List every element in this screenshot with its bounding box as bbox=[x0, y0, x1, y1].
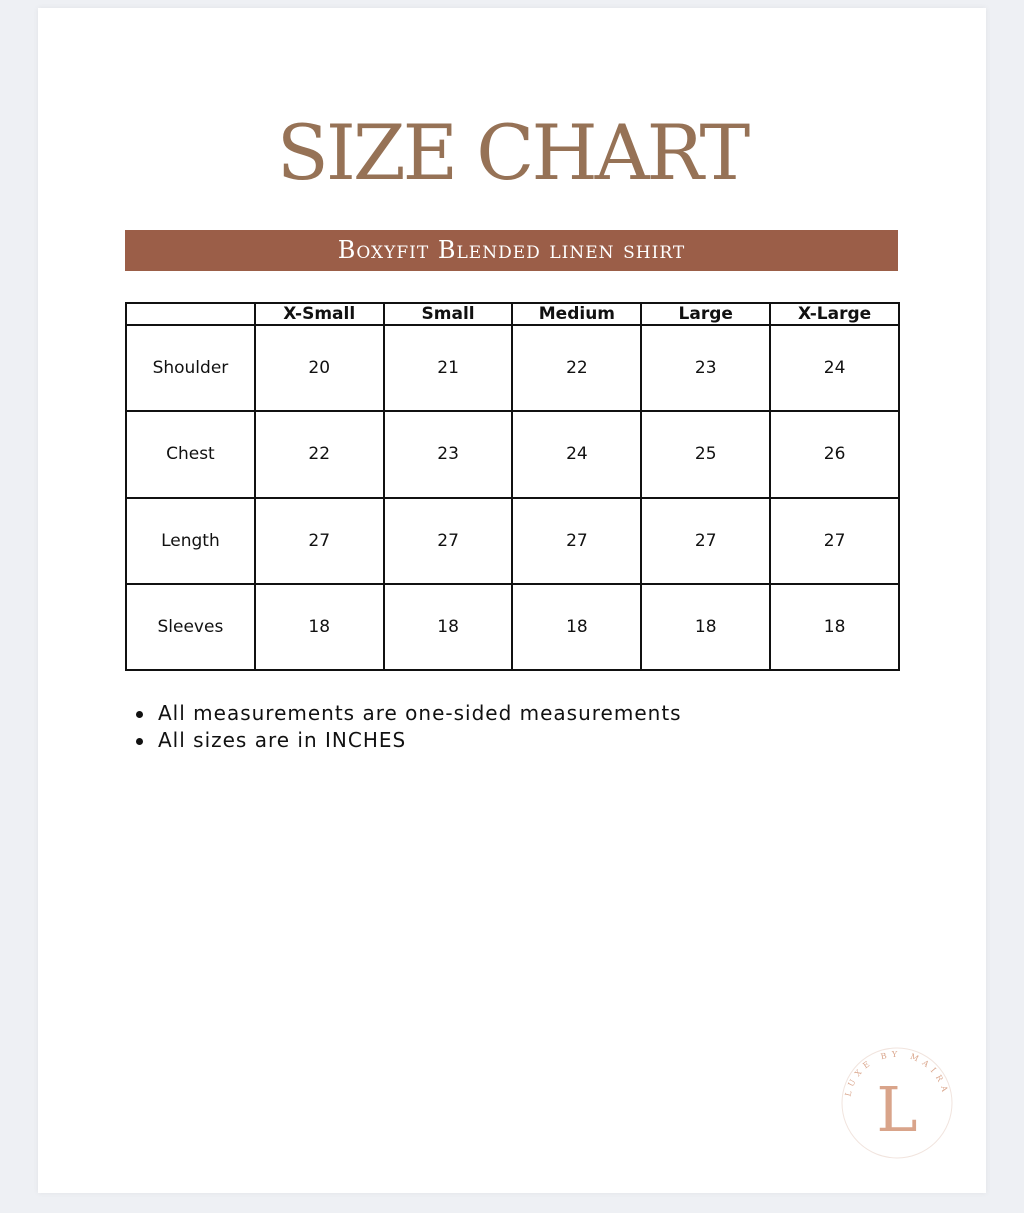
table-cell: 27 bbox=[384, 498, 513, 584]
note-item: All measurements are one-sided measurements bbox=[134, 700, 682, 727]
column-header: Small bbox=[384, 303, 513, 325]
row-label: Sleeves bbox=[126, 584, 255, 670]
table-cell: 21 bbox=[384, 325, 513, 411]
column-header: X-Small bbox=[255, 303, 384, 325]
page-title: SIZE CHART bbox=[276, 108, 748, 197]
table-cell: 18 bbox=[641, 584, 770, 670]
notes-list bbox=[134, 700, 682, 754]
table-row bbox=[126, 411, 899, 497]
logo-letter: L bbox=[876, 1073, 918, 1146]
table-cell: 20 bbox=[255, 325, 384, 411]
table-cell: 22 bbox=[512, 325, 641, 411]
table-cell: 27 bbox=[770, 498, 899, 584]
table-cell: 18 bbox=[255, 584, 384, 670]
table-cell: 27 bbox=[641, 498, 770, 584]
table-header-row bbox=[126, 303, 899, 325]
size-table bbox=[125, 302, 900, 671]
table-cell: 27 bbox=[255, 498, 384, 584]
table-cell: 24 bbox=[512, 411, 641, 497]
table-cell: 26 bbox=[770, 411, 899, 497]
table-row bbox=[126, 584, 899, 670]
table-cell: 24 bbox=[770, 325, 899, 411]
logo-ring-text: LUXE BY MAIRA bbox=[843, 1049, 951, 1098]
luxe-by-maira-logo-icon bbox=[834, 1038, 960, 1164]
column-header bbox=[126, 303, 255, 325]
table-cell: 18 bbox=[384, 584, 513, 670]
table-cell: 18 bbox=[512, 584, 641, 670]
table-cell: 18 bbox=[770, 584, 899, 670]
table-row bbox=[126, 498, 899, 584]
table-row bbox=[126, 325, 899, 411]
column-header: Large bbox=[641, 303, 770, 325]
column-header: Medium bbox=[512, 303, 641, 325]
table-cell: 22 bbox=[255, 411, 384, 497]
size-chart-page bbox=[38, 8, 986, 1193]
product-name-banner: Boxyfit Blended linen shirt bbox=[125, 230, 898, 271]
table-cell: 23 bbox=[384, 411, 513, 497]
row-label: Length bbox=[126, 498, 255, 584]
column-header: X-Large bbox=[770, 303, 899, 325]
row-label: Chest bbox=[126, 411, 255, 497]
table-cell: 25 bbox=[641, 411, 770, 497]
table-cell: 27 bbox=[512, 498, 641, 584]
table-cell: 23 bbox=[641, 325, 770, 411]
row-label: Shoulder bbox=[126, 325, 255, 411]
note-item: All sizes are in INCHES bbox=[134, 727, 682, 754]
